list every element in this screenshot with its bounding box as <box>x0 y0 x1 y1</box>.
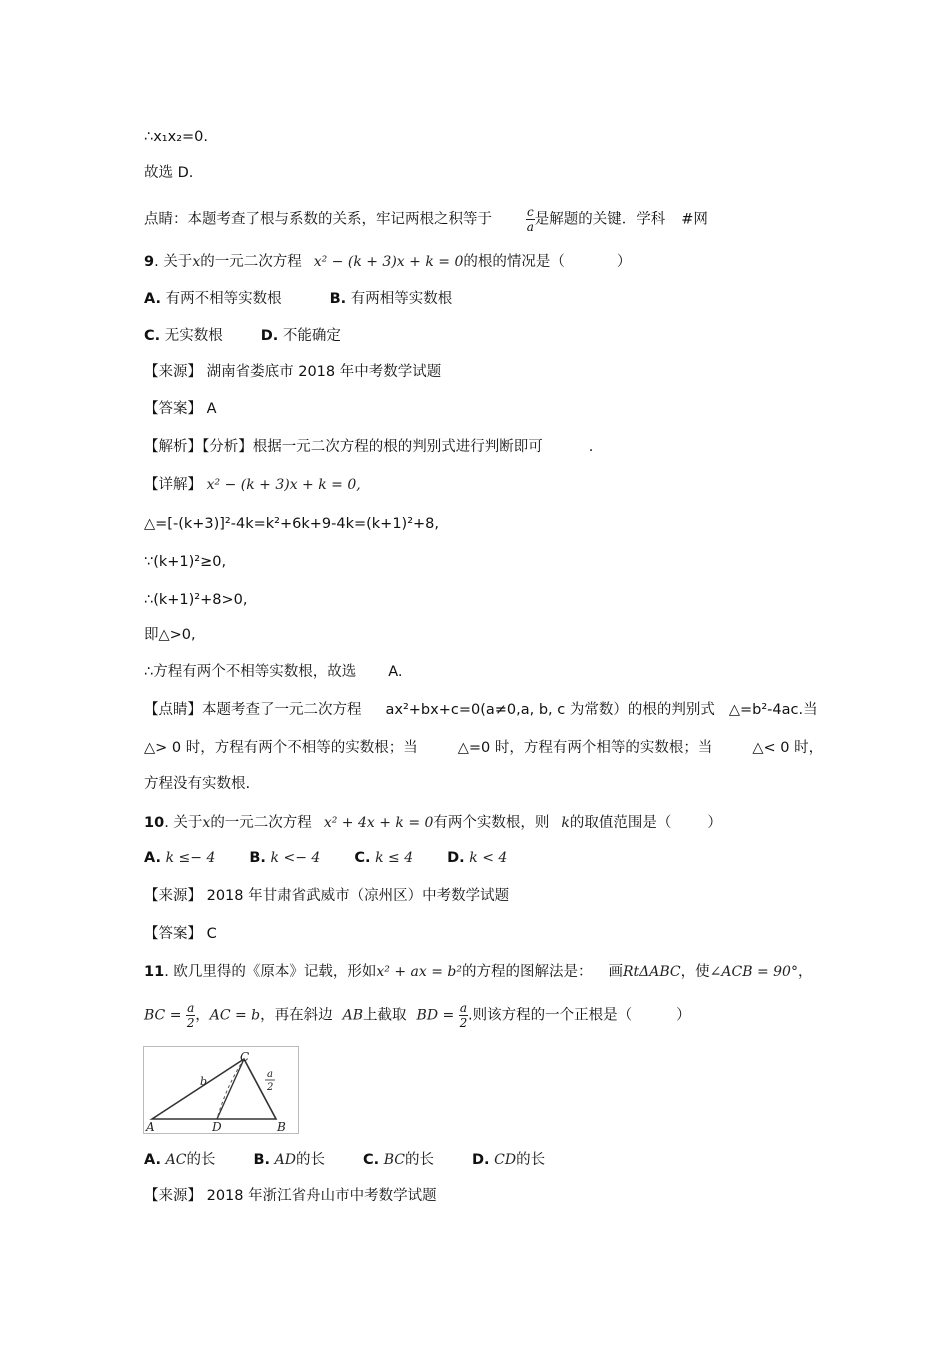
q11-stem-f: ，再在斜边 <box>260 1007 333 1024</box>
q11-number: 11 <box>144 964 165 980</box>
prev-line-choice <box>144 163 193 183</box>
q10-opt-c-label: C. <box>354 850 371 866</box>
q11-stem-line2 <box>144 1001 691 1030</box>
q11-stem-h: .则该方程的一个正根是（ <box>468 1007 633 1024</box>
q9-dianjing-tag: 【点睛】 <box>144 702 202 718</box>
q11-stem-line1 <box>144 962 812 982</box>
text-choice: 故选 D. <box>144 165 194 181</box>
q11-stem-d: ，使 <box>680 964 710 980</box>
q9-analysis-text: 根据一元二次方程的根的判别式进行判断即可 <box>252 439 543 455</box>
q9-dianjing-1c: △=b²-4ac.当 <box>728 702 818 718</box>
q9-opt-d: 不能确定 <box>282 328 341 344</box>
frac-num-a-b: a <box>459 1001 468 1015</box>
q10-opt-a-label: A. <box>144 850 161 866</box>
q9-dianjing-1 <box>144 700 818 720</box>
q10-opt-d-label: D. <box>447 850 465 866</box>
q9-dianjing-3-text: 方程没有实数根. <box>144 776 251 792</box>
q9-detail-tag: 【详解】 <box>144 477 202 493</box>
q11-bc: BC = <box>144 1007 182 1024</box>
label-a: A <box>146 1120 155 1133</box>
q10-source-tag: 【来源】 <box>144 888 202 904</box>
q10-opt-b-label: B. <box>249 850 266 866</box>
q10-stem-d: 的取值范围是（ <box>569 815 672 831</box>
q11-bd: BD = <box>416 1007 455 1024</box>
q9-source <box>144 362 441 382</box>
q11-ab: AB <box>342 1007 364 1024</box>
label-side-a: a <box>267 1069 273 1080</box>
label-b: B <box>277 1120 286 1133</box>
q11-opt-b-math: AD <box>274 1152 296 1168</box>
q10-stem-e: ） <box>707 815 722 831</box>
label-d: D <box>212 1120 222 1133</box>
q11-opt-c-math: BC <box>383 1152 405 1168</box>
q11-ac: AC = b <box>209 1007 261 1024</box>
q11-stem-g: 上截取 <box>363 1007 407 1024</box>
q11-source-tag: 【来源】 <box>144 1188 202 1204</box>
frac-num-a: a <box>187 1001 195 1015</box>
q9-opt-a: 有两不相等实数根 <box>165 291 282 307</box>
q11-source <box>144 1186 437 1206</box>
q9-stem <box>144 252 631 272</box>
q11-stem-b: 的方程的图解法是： <box>462 964 593 980</box>
q11-opt-b-label: B. <box>253 1152 270 1168</box>
q9-step-2-text: ∵(k+1)²≥0, <box>144 554 227 570</box>
q10-var: x <box>202 815 211 831</box>
q11-opt-c-label: C. <box>362 1152 380 1168</box>
q10-opt-a: k ≤− 4 <box>165 850 216 866</box>
q9-opt-c: 无实数根 <box>164 328 223 344</box>
q9-analysis-tag: 【解析】【分析】 <box>144 439 253 455</box>
frac-den-2-b: 2 <box>459 1016 468 1030</box>
frac-den: a <box>526 220 534 234</box>
q9-stem-d: ） <box>616 254 632 270</box>
q10-var-k: k <box>561 815 570 831</box>
q9-step-2 <box>144 552 226 572</box>
q11-opt-a: 的长 <box>186 1152 216 1168</box>
label-c: C <box>240 1050 250 1064</box>
q10-opt-c: k ≤ 4 <box>375 850 414 866</box>
q10-source-text: 2018 年甘肃省武威市（凉州区）中考数学试题 <box>206 888 510 904</box>
q11-source-text: 2018 年浙江省舟山市中考数学试题 <box>206 1188 437 1204</box>
q11-opt-c: 的长 <box>404 1152 434 1168</box>
q9-opt-b: 有两相等实数根 <box>350 291 453 307</box>
q9-dianjing-3 <box>144 774 250 794</box>
q9-dianjing-1b: ax²+bx+c=0(a≠0,a, b, c 为常数）的根的判别式 <box>385 702 715 718</box>
q11-opt-a-math: AC <box>165 1152 187 1168</box>
q9-dianjing-2b: △=0 时，方程有两个相等的实数根；当 <box>457 740 713 756</box>
triangle-abc <box>152 1059 276 1119</box>
q11-triangle: RtΔABC <box>623 964 681 980</box>
label-side-b: b <box>200 1075 208 1088</box>
q10-stem-c: 有两个实数根，则 <box>433 815 550 831</box>
q9-stem-a: . 关于 <box>154 254 193 270</box>
fraction-a-over-2 <box>186 1001 195 1030</box>
q10-answer-text: C <box>206 926 217 942</box>
text-product: ∴x₁x₂=0. <box>144 129 208 145</box>
q11-options <box>144 1150 545 1170</box>
q9-source-text: 湖南省娄底市 2018 年中考数学试题 <box>206 364 442 380</box>
q9-detail-equation: x² − (k + 3)x + k = 0, <box>206 477 361 493</box>
q9-options-ab <box>144 289 452 309</box>
q11-opt-d-math: CD <box>494 1152 517 1168</box>
q9-dianjing-2a: △> 0 时，方程有两个不相等的实数根；当 <box>144 740 418 756</box>
q9-dianjing-2c: △< 0 时， <box>752 740 824 756</box>
q10-stem-b: 的一元二次方程 <box>210 815 312 831</box>
q9-source-tag: 【来源】 <box>144 364 202 380</box>
q9-detail <box>144 475 361 495</box>
q10-number: 10 <box>144 815 165 831</box>
dianjing-text-b: 是解题的关键．学科 <box>534 211 666 228</box>
q9-stem-c: 的根的情况是（ <box>463 254 565 270</box>
q11-opt-d-label: D. <box>471 1152 490 1168</box>
q10-opt-d: k < 4 <box>469 850 508 866</box>
q11-equation: x² + ax = b² <box>376 964 462 980</box>
q9-step-4 <box>144 625 196 645</box>
q11-opt-b: 的长 <box>295 1152 325 1168</box>
q9-options-cd <box>144 326 341 346</box>
q10-answer <box>144 924 217 944</box>
q9-opt-c-label: C. <box>144 328 161 344</box>
q11-stem-a: . 欧几里得的《原本》记载，形如 <box>164 964 377 980</box>
triangle-figure <box>143 1046 299 1134</box>
q9-equation: x² − (k + 3)x + k = 0 <box>313 254 464 270</box>
q10-equation: x² + 4x + k = 0 <box>323 815 434 831</box>
q9-step-3 <box>144 590 247 610</box>
q9-opt-b-label: B. <box>329 291 347 307</box>
q9-analysis <box>144 437 593 457</box>
q9-stem-b: 的一元二次方程 <box>200 254 302 270</box>
q9-analysis-end: . <box>588 439 594 455</box>
q9-answer-text: A <box>206 401 217 417</box>
triangle-diagram <box>144 1047 298 1133</box>
q9-answer-tag: 【答案】 <box>144 401 202 417</box>
dianjing-text-c: #网 <box>681 211 708 228</box>
dianjing-text-a: 点睛：本题考查了根与系数的关系，牢记两根之积等于 <box>144 211 492 228</box>
q9-step-3-text: ∴(k+1)²+8>0, <box>144 592 248 608</box>
frac-num: c <box>527 205 534 219</box>
q11-stem-i: ） <box>676 1007 691 1024</box>
q11-opt-a-label: A. <box>144 1152 161 1168</box>
q10-stem-a: . 关于 <box>164 815 203 831</box>
q9-step-5-choice: A. <box>388 664 403 680</box>
q9-dianjing-2 <box>144 738 823 758</box>
fraction-a-over-2-b <box>459 1001 468 1030</box>
q9-dianjing-1a: 本题考查了一元二次方程 <box>202 702 362 718</box>
q10-options <box>144 848 507 868</box>
q9-answer <box>144 399 217 419</box>
q9-step-5 <box>144 662 403 682</box>
q9-step-1 <box>144 514 439 534</box>
q9-opt-d-label: D. <box>260 328 279 344</box>
q11-angle: ∠ACB = 90° <box>709 964 798 980</box>
prev-line-product <box>144 127 208 147</box>
q9-var: x <box>192 254 201 270</box>
q10-answer-tag: 【答案】 <box>144 926 202 942</box>
q9-step-4-text: 即△>0, <box>144 627 196 643</box>
q10-stem <box>144 813 722 833</box>
q9-step-5-text: ∴方程有两个不相等实数根，故选 <box>144 664 357 680</box>
q11-comma: ， <box>195 1007 210 1024</box>
fraction-c-over-a <box>526 205 535 234</box>
q11-opt-d: 的长 <box>516 1152 546 1168</box>
label-side-2: 2 <box>267 1082 274 1093</box>
q11-stem-c: 画 <box>608 964 623 980</box>
q11-stem-e: ， <box>797 964 813 980</box>
q9-step-1-text: △=[-(k+3)]²-4k=k²+6k+9-4k=(k+1)²+8, <box>144 516 439 532</box>
frac-den-2: 2 <box>186 1016 195 1030</box>
q10-source <box>144 886 509 906</box>
q10-opt-b: k <− 4 <box>270 850 321 866</box>
q9-number: 9 <box>144 254 155 270</box>
prev-dianjing <box>144 205 708 234</box>
q9-opt-a-label: A. <box>144 291 161 307</box>
